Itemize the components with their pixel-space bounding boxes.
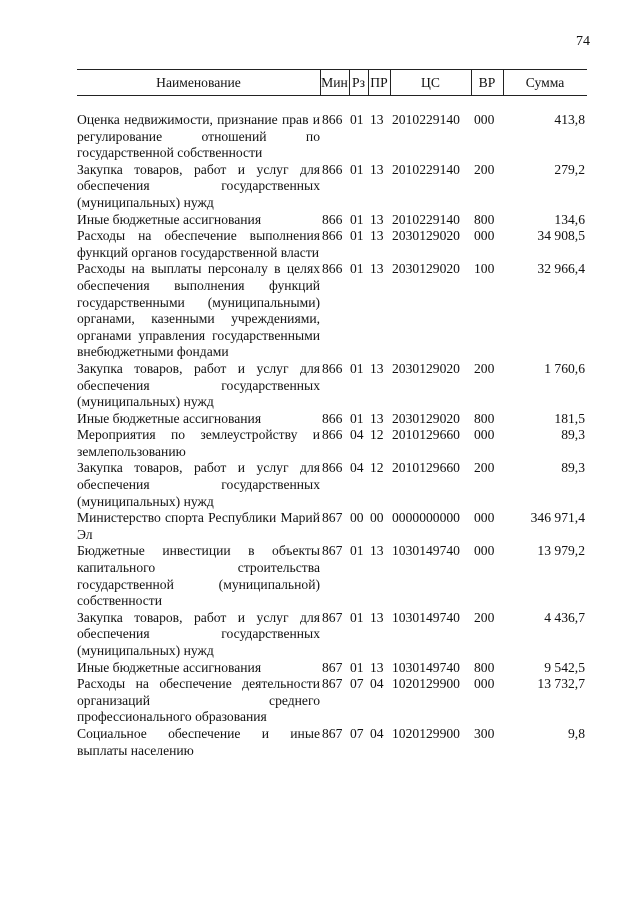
row-pr: 13 (370, 410, 384, 426)
table-row (0, 460, 639, 510)
row-pr: 13 (370, 659, 384, 675)
row-pr: 13 (370, 261, 384, 277)
row-pr: 13 (370, 360, 384, 376)
table-row (0, 676, 639, 726)
row-name: Расходы на выплаты персоналу в целях обеспечения выполнения функций государственными (муниципальными) органами, казенными учреждениями, органами управления государственными внебюджетными фондами (77, 261, 320, 360)
table-header-bottom-rule (77, 95, 587, 96)
row-name: Оценка недвижимости, признание прав и регулирование отношений по государственной собственности (77, 112, 320, 161)
column-header-min: Мин (321, 75, 348, 90)
row-cs: 1020129900 (392, 725, 460, 741)
row-min: 867 (322, 676, 343, 692)
table-row (0, 510, 639, 543)
table-row (0, 411, 639, 428)
row-vr: 200 (474, 161, 495, 177)
row-sum: 89,3 (561, 460, 585, 476)
row-vr: 000 (474, 228, 495, 244)
row-min: 866 (322, 460, 343, 476)
row-rz: 01 (350, 360, 364, 376)
row-min: 866 (322, 360, 343, 376)
row-name: Министерство спорта Республики Марий Эл (77, 510, 320, 542)
row-cs: 1020129900 (392, 676, 460, 692)
row-pr: 13 (370, 609, 384, 625)
table-row (0, 112, 639, 162)
row-sum: 4 436,7 (544, 609, 585, 625)
row-name: Иные бюджетные ассигнования (77, 410, 262, 426)
row-cs: 2010129660 (392, 427, 460, 443)
row-vr: 800 (474, 211, 495, 227)
column-header-rz: Рз (352, 75, 365, 90)
row-cs: 2030129020 (392, 410, 460, 426)
row-sum: 134,6 (554, 211, 585, 227)
row-min: 867 (322, 659, 343, 675)
row-sum: 9,8 (568, 725, 585, 741)
column-header-sum: Сумма (525, 75, 565, 90)
row-rz: 04 (350, 460, 364, 476)
row-pr: 13 (370, 211, 384, 227)
row-cs: 2030129020 (392, 360, 460, 376)
row-rz: 01 (350, 543, 364, 559)
column-header-name: Наименование (156, 75, 241, 90)
row-rz: 07 (350, 676, 364, 692)
row-pr: 13 (370, 161, 384, 177)
table-row (0, 261, 639, 361)
row-name: Иные бюджетные ассигнования (77, 659, 262, 675)
row-rz: 01 (350, 659, 364, 675)
table-row (0, 162, 639, 212)
row-cs: 2010229140 (392, 211, 460, 227)
row-sum: 13 979,2 (537, 543, 585, 559)
row-sum: 13 732,7 (537, 676, 585, 692)
row-name: Социальное обеспечение и иные выплаты населению (77, 725, 320, 758)
row-sum: 413,8 (554, 112, 585, 127)
row-min: 866 (322, 261, 343, 277)
row-name: Иные бюджетные ассигнования (77, 211, 262, 227)
row-rz: 01 (350, 410, 364, 426)
row-name: Расходы на обеспечение выполнения функций органов государственной власти (77, 228, 320, 260)
row-vr: 200 (474, 460, 495, 476)
row-pr: 12 (370, 427, 384, 443)
row-pr: 13 (370, 112, 384, 127)
row-sum: 181,5 (554, 410, 585, 426)
row-vr: 300 (474, 725, 495, 741)
row-rz: 01 (350, 112, 364, 127)
row-vr: 800 (474, 659, 495, 675)
row-rz: 01 (350, 161, 364, 177)
row-min: 867 (322, 725, 343, 741)
row-pr: 00 (370, 510, 384, 526)
row-name: Закупка товаров, работ и услуг для обеспечения государственных (муниципальных) нужд (77, 360, 320, 410)
row-rz: 01 (350, 228, 364, 244)
row-min: 867 (322, 510, 343, 526)
table-row (0, 427, 639, 460)
table-row (0, 361, 639, 411)
row-cs: 2030129020 (392, 228, 460, 244)
row-min: 866 (322, 410, 343, 426)
row-sum: 9 542,5 (544, 659, 585, 675)
row-sum: 34 908,5 (537, 228, 585, 244)
row-rz: 01 (350, 261, 364, 277)
row-vr: 200 (474, 360, 495, 376)
row-min: 866 (322, 112, 343, 127)
row-sum: 346 971,4 (530, 510, 585, 526)
row-vr: 000 (474, 427, 495, 443)
row-vr: 000 (474, 676, 495, 692)
row-name: Закупка товаров, работ и услуг для обеспечения государственных (муниципальных) нужд (77, 609, 320, 658)
row-vr: 000 (474, 510, 495, 526)
page-number: 74 (576, 34, 590, 49)
column-header-pr: ПР (370, 75, 388, 90)
row-vr: 000 (474, 112, 495, 127)
row-sum: 32 966,4 (537, 261, 585, 277)
row-vr: 200 (474, 609, 495, 625)
row-rz: 01 (350, 211, 364, 227)
row-cs: 2010129660 (392, 460, 460, 476)
row-pr: 04 (370, 676, 384, 692)
row-cs: 1030149740 (392, 659, 460, 675)
row-name: Бюджетные инвестиции в объекты капитального строительства государственной (муниципальной) собственности (77, 543, 320, 609)
row-vr: 100 (474, 261, 495, 277)
row-pr: 13 (370, 228, 384, 244)
row-pr: 04 (370, 725, 384, 741)
row-rz: 04 (350, 427, 364, 443)
table-row (0, 212, 639, 229)
table-header-top-rule (77, 69, 587, 70)
row-vr: 800 (474, 410, 495, 426)
row-sum: 1 760,6 (544, 360, 585, 376)
row-vr: 000 (474, 543, 495, 559)
table-row (0, 228, 639, 261)
row-sum: 279,2 (554, 161, 585, 177)
row-min: 866 (322, 427, 343, 443)
row-name: Расходы на обеспечение деятельности организаций среднего профессионального образования (77, 676, 320, 725)
row-cs: 2030129020 (392, 261, 460, 277)
row-name: Закупка товаров, работ и услуг для обеспечения государственных (муниципальных) нужд (77, 460, 320, 509)
column-header-cs: ЦС (421, 75, 440, 90)
table-row (0, 543, 639, 609)
table-row (0, 726, 639, 759)
row-cs: 1030149740 (392, 609, 460, 625)
row-cs: 0000000000 (392, 510, 460, 526)
budget-table-body (0, 112, 639, 759)
row-rz: 00 (350, 510, 364, 526)
row-min: 866 (322, 228, 343, 244)
table-row (0, 610, 639, 660)
row-pr: 13 (370, 543, 384, 559)
row-pr: 12 (370, 460, 384, 476)
row-name: Мероприятия по землеустройству и землепользованию (77, 427, 320, 459)
row-cs: 1030149740 (392, 543, 460, 559)
table-row (0, 660, 639, 677)
row-cs: 2010229140 (392, 112, 460, 127)
row-min: 866 (322, 161, 343, 177)
row-min: 867 (322, 543, 343, 559)
row-min: 867 (322, 609, 343, 625)
row-cs: 2010229140 (392, 161, 460, 177)
row-min: 866 (322, 211, 343, 227)
row-sum: 89,3 (561, 427, 585, 443)
column-header-vr: ВР (478, 75, 496, 90)
row-rz: 07 (350, 725, 364, 741)
row-rz: 01 (350, 609, 364, 625)
row-name: Закупка товаров, работ и услуг для обеспечения государственных (муниципальных) нужд (77, 161, 320, 210)
